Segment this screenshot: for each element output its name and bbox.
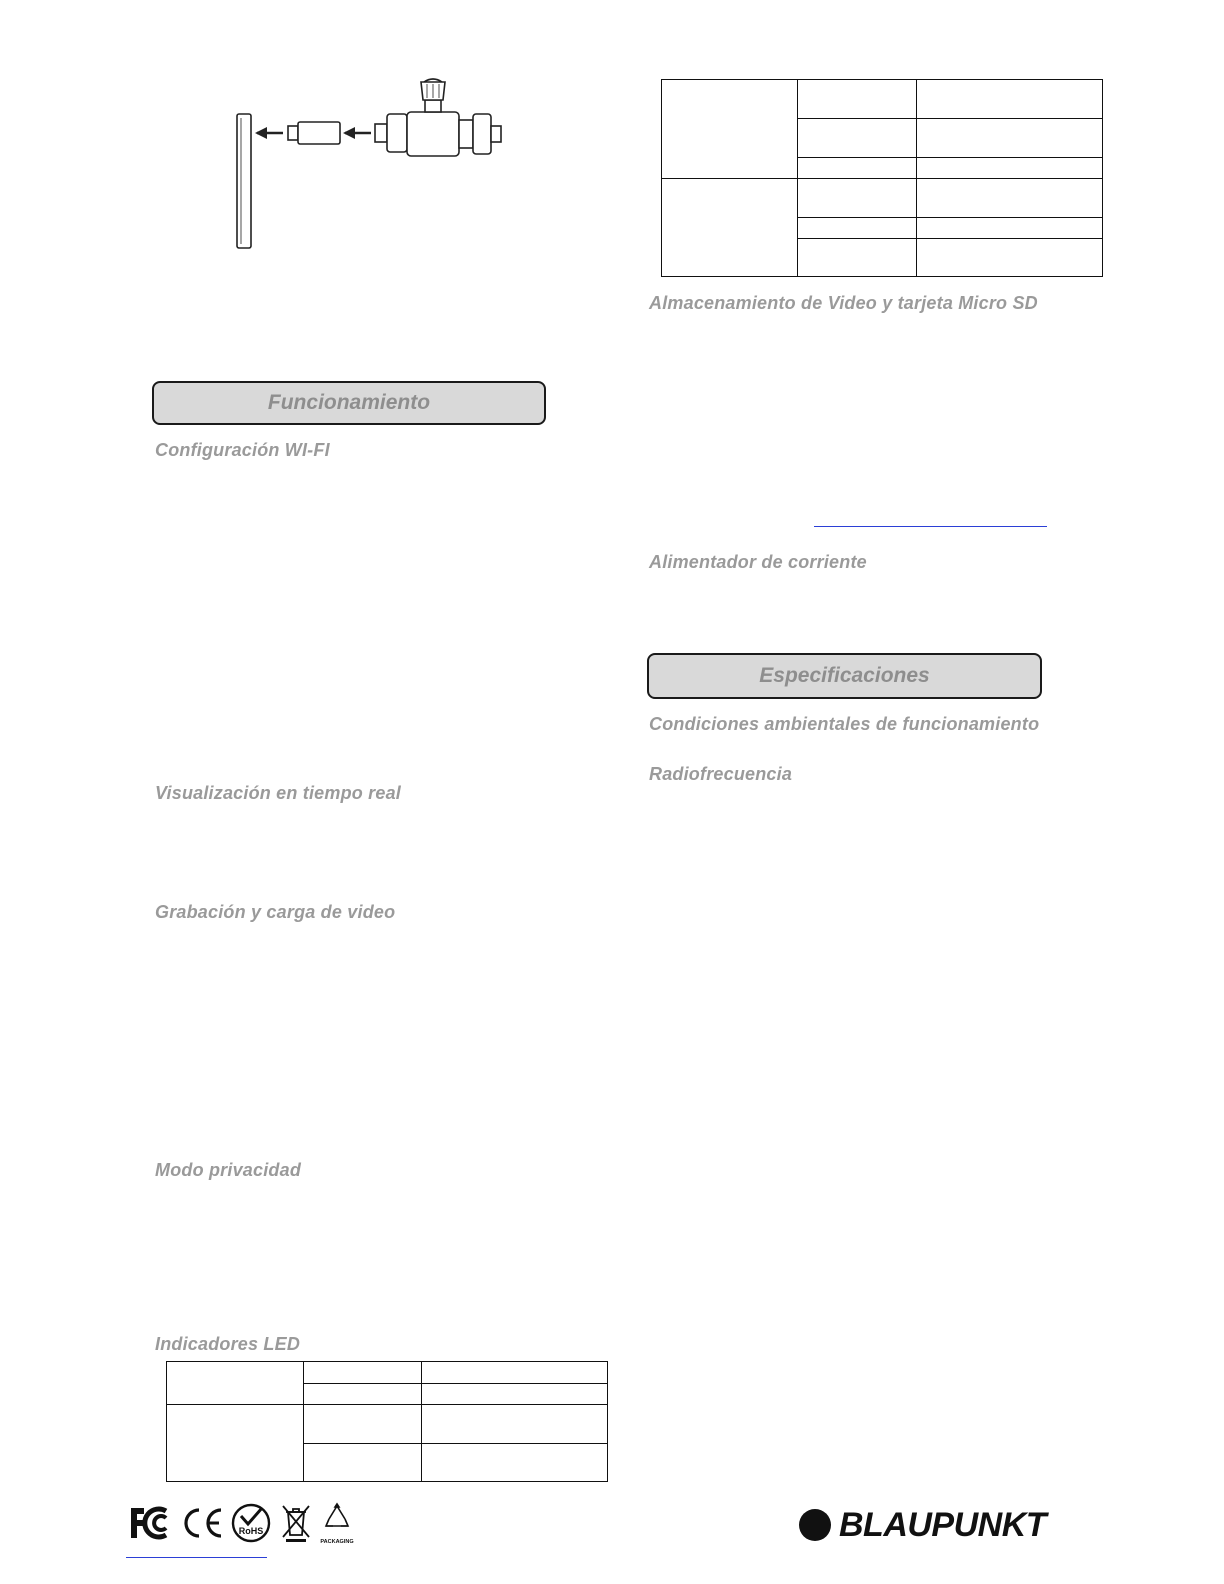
section-banner-especificaciones (647, 653, 1042, 699)
table-cell (167, 1362, 304, 1405)
table-cell (167, 1405, 304, 1482)
table-cell (798, 179, 917, 218)
table-cell (662, 80, 798, 179)
table-cell (917, 179, 1103, 218)
table-cell (798, 158, 917, 179)
table-cell (917, 218, 1103, 239)
recycle-packaging-icon (318, 1502, 356, 1546)
heading-power-supply: Alimentador de corriente (649, 552, 867, 572)
brand-dot-icon (798, 1507, 834, 1543)
heading-video-recording: Grabación y carga de video (155, 902, 396, 922)
table-cell (304, 1384, 422, 1405)
table-cell (422, 1384, 608, 1405)
weee-bin-icon (280, 1503, 312, 1543)
table-cell (422, 1362, 608, 1384)
table-cell (662, 179, 798, 277)
led-indicator-table (166, 1361, 608, 1482)
spec-continuation-table (661, 79, 1103, 277)
heading-led-indicators: Indicadores LED (155, 1334, 301, 1354)
table-cell (917, 119, 1103, 158)
rohs-logo-icon (231, 1502, 271, 1544)
table-cell (917, 239, 1103, 277)
table-cell (422, 1405, 608, 1444)
table-cell (798, 119, 917, 158)
heading-ambient-conditions: Condiciones ambientales de funcionamiento (649, 714, 1040, 734)
section-banner-funcionamiento (152, 381, 546, 425)
ce-mark-icon (180, 1507, 224, 1539)
footer-link-underline[interactable] (126, 1557, 267, 1558)
brand-logo (798, 1505, 1046, 1545)
connection-diagram (225, 70, 515, 255)
section-title: Funcionamiento (267, 391, 431, 414)
brand-name: BLAUPUNKT (839, 1505, 1047, 1544)
table-cell (422, 1444, 608, 1482)
heading-wifi-config: Configuración WI-FI (155, 440, 330, 460)
table-cell (917, 158, 1103, 179)
section-title: Especificaciones (759, 664, 930, 687)
rohs-label: RoHS (238, 1526, 264, 1536)
fcc-logo-icon (128, 1505, 174, 1541)
hyperlink-underline[interactable] (814, 526, 1047, 527)
heading-radio-frequency: Radiofrecuencia (649, 764, 793, 784)
table-cell (798, 218, 917, 239)
table-cell (304, 1362, 422, 1384)
table-cell (917, 80, 1103, 119)
packaging-label: PACKAGING (320, 1539, 354, 1545)
heading-video-storage: Almacenamiento de Video y tarjeta Micro SD (649, 293, 1038, 313)
table-cell (304, 1405, 422, 1444)
table-cell (304, 1444, 422, 1482)
table-cell (798, 80, 917, 119)
heading-privacy-mode: Modo privacidad (155, 1160, 302, 1180)
heading-live-view: Visualización en tiempo real (155, 783, 402, 803)
table-cell (798, 239, 917, 277)
